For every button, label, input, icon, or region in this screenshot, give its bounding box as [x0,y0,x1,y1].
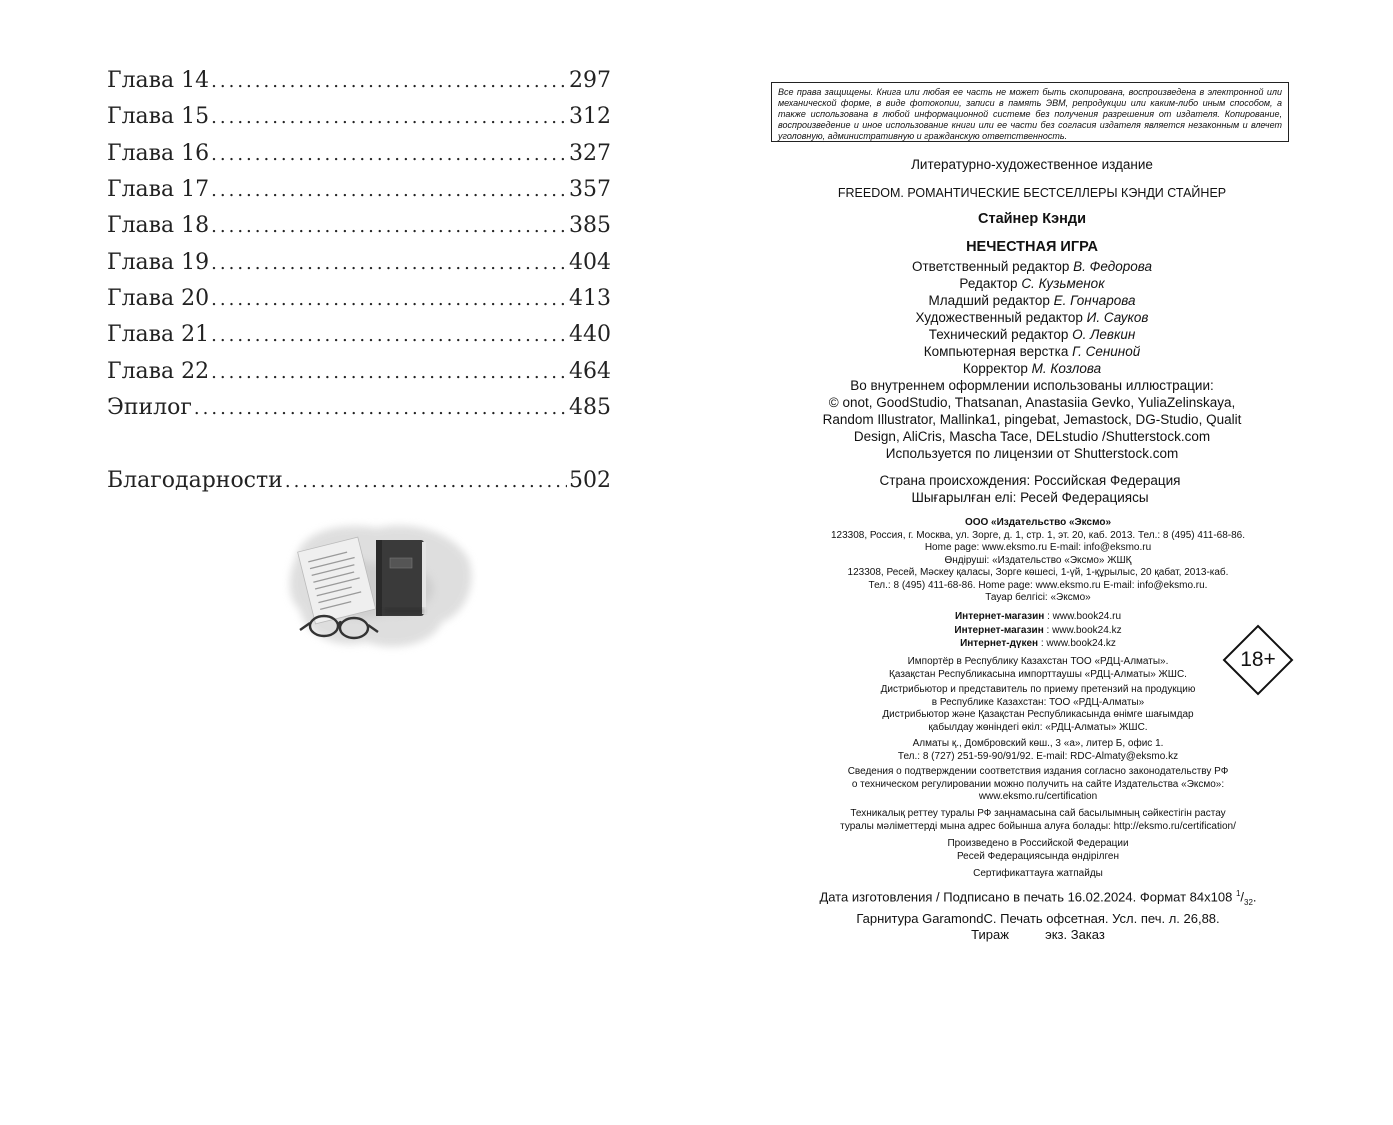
credit-line [770,343,1294,360]
shop-line [760,610,1316,624]
toc-leader-dots [211,144,567,165]
shop-label: Интернет-магазин [954,611,1045,622]
credit-person: О. Левкин [1072,327,1136,342]
toc-leader-dots [211,362,567,383]
produced-block [760,838,1316,863]
toc-entry [107,104,611,134]
credits-block [770,258,1294,377]
credit-person: Г. Сениной [1072,344,1141,359]
origin-line: Страна происхождения: Российская Федерация [879,473,1181,488]
publisher-line: Home page: www.eksmo.ru E-mail: info@eksmo.ru [924,542,1152,553]
produced-line: Ресей Федерациясында өндірілген [956,850,1120,862]
toc-entry-label: Глава 19 [107,250,210,275]
publisher-line: 123308, Ресей, Мәскеу қаласы, Зорге көшесі, 1-үй, 1-құрылыс, 20 қабат, 2013-каб. [847,567,1229,578]
publisher-block [760,517,1316,605]
series-title: FREEDOM. РОМАНТИЧЕСКИЕ БЕСТСЕЛЛЕРЫ КЭНДИ СТАЙНЕР [837,186,1227,200]
toc-entry [107,286,611,316]
importer-line: Қазақстан Республикасына импорттаушы «РДЦ-Алматы» ЖШС. [889,668,1187,680]
toc-leader-dots [211,180,567,201]
toc-entry [107,250,611,280]
illustration-credit-line: © onot, GoodStudio, Thatsanan, Anastasiia Gevko, YuliaZelinskaya, [828,395,1236,410]
toc-entry [107,359,611,389]
credit-person: С. Кузьменок [1021,276,1105,291]
publisher-line: 123308, Россия, г. Москва, ул. Зорге, д. 1, стр. 1, эт. 20, каб. 2013. Тел.: 8 (495) 411-68-86. [830,529,1246,541]
credit-role: Художественный редактор [915,310,1083,325]
produced-line: Произведено в Российской Федерации [947,838,1129,849]
illustration-credit-line: Design, AliCris, Mascha Tace, DELstudio /Shutterstock.com [853,429,1211,444]
publisher-line: Өндіруші: «Издательство «Эксмо» ЖШҚ [944,554,1132,566]
age-rating-badge [1222,624,1294,696]
toc-entry-page: 485 [569,395,611,420]
distributor-line: Алматы қ., Домбровский көш., 3 «а», литер Б, офис 1. [912,738,1164,749]
age-rating-text: 18+ [1240,648,1276,671]
shop-url: : www.book24.kz [1043,624,1122,636]
toc-entry-page: 413 [569,286,611,311]
book-glasses-illustration [282,518,478,658]
rights-notice-box [771,82,1289,142]
credit-role: Редактор [959,276,1018,291]
toc-entry-label: Глава 17 [107,177,210,202]
certification-line: www.eksmo.ru/certification [978,791,1098,802]
print-line: Дата изготовления / Подписано в печать 16.02.2024. Формат 84x108 $^1/_{32}$. [819,889,1257,907]
toc-entry-page: 502 [569,468,611,493]
toc-entry-label: Глава 16 [107,141,210,166]
toc-entry [107,468,611,498]
toc-entry-label: Глава 18 [107,213,210,238]
credit-person: М. Козлова [1031,361,1102,376]
origin-line: Шығарылған елі: Ресей Федерациясы [911,490,1149,505]
no-certification-note: Сертификаттауға жатпайды [973,868,1103,879]
illustration-credit-line: Во внутреннем оформлении использованы иллюстрации: [850,378,1214,393]
book-title: НЕЧЕСТНАЯ ИГРА [966,239,1098,255]
credit-line [770,309,1294,326]
toc-entry-page: 440 [569,322,611,347]
toc-entry-page: 327 [569,141,611,166]
illustration-credit-line: Random Illustrator, Mallinka1, pingebat, Jemastock, DG-Studio, Qualit [822,412,1242,427]
toc-entry-page: 404 [569,250,611,275]
distributor-line: Дистрибьютор және Қазақстан Республикасында өнімге шағымдар [882,709,1194,720]
credit-person: Е. Гончарова [1053,293,1136,308]
toc-entry [107,68,611,98]
kz-certification-line: Техникалық реттеу туралы РФ заңнамасына сай басылымның сәйкестігін растау [850,808,1226,819]
toc-leader-dots [211,325,567,346]
distributor-line: Дистрибьютор и представитель по приему претензий на продукцию [880,684,1196,695]
publisher-name: ООО «Издательство «Эксмо» [964,517,1112,528]
distributor-line: Тел.: 8 (727) 251-59-90/91/92. E-mail: RDC-Almaty@eksmo.kz [897,750,1179,762]
shop-url: : www.book24.kz [1038,638,1116,649]
illustration-credit-line: Используется по лицензии от Shutterstock.com [885,446,1179,461]
kz-certification-line: туралы мәліметтерді мына адрес бойынша алуға болады: http://eksmo.ru/certification/ [840,820,1236,832]
toc-entry-label: Глава 22 [107,359,210,384]
format-numerator: 1 [1235,889,1241,898]
credit-line [770,326,1294,343]
rights-notice-text: Все права защищены. Книга или любая ее часть не может быть скопирована, воспроизведена в электронной или механической форме, в виде фотокопии, записи в память ЭВМ, репродукции или каким-либо иным способом, а также использована в любой информационной системе без получения разрешения от издателя. Копирование, воспроизведение и иное использование книги или ее части без согласия издателя является незаконным и влечет уголовную, административную и гражданскую ответственность. [778,87,1282,141]
print-date-format: Дата изготовления / Подписано в печать 16.02.2024. Формат 84x108 [819,889,1233,905]
toc-entry [107,213,611,243]
toc-entry-label: Глава 15 [107,104,210,129]
certification-block [760,766,1316,804]
toc-entry [107,395,611,425]
toc-entry-page: 357 [569,177,611,202]
toc-entry-label: Благодарности [107,468,283,493]
toc-entry [107,141,611,171]
publisher-line: Тел.: 8 (495) 411-68-86. Home page: www.eksmo.ru E-mail: info@eksmo.ru. [868,579,1208,591]
toc-entry [107,177,611,207]
credit-line [770,360,1294,377]
toc-entry-label: Глава 14 [107,68,210,93]
toc-entry-label: Эпилог [107,395,192,420]
toc-entry-label: Глава 21 [107,322,210,347]
toc-leader-dots [211,289,567,310]
credit-role: Компьютерная верстка [923,344,1073,359]
credit-role: Корректор [962,361,1028,376]
credit-role: Технический редактор [928,327,1069,342]
author-name: Стайнер Кэнди [978,211,1086,227]
toc-entry-label: Глава 20 [107,286,210,311]
credit-line [770,292,1294,309]
credit-role: Ответственный редактор [912,259,1070,274]
toc-leader-dots [211,107,567,128]
country-of-origin [790,472,1270,506]
toc-leader-dots [211,71,567,92]
publisher-line: Тауар белгісі: «Эксмо» [985,592,1091,603]
certification-line: Сведения о подтверждении соответствия издания согласно законодательству РФ [847,766,1229,777]
toc-entry-page: 297 [569,68,611,93]
shop-label: Интернет-магазин [954,624,1044,636]
certification-line: о техническом регулировании можно получить на сайте Издательства «Эксмо»: [851,778,1225,790]
toc-entry-page: 385 [569,213,611,238]
importer-line: Импортёр в Республику Казахстан ТОО «РДЦ-Алматы». [907,656,1169,667]
edition-type: Литературно-художественное издание [911,157,1153,172]
toc-leader-dots [194,398,567,419]
toc-leader-dots [285,471,567,492]
print-line: Тираж экз. Заказ [971,926,1105,942]
toc-entry-page: 312 [569,104,611,129]
toc-entry-page: 464 [569,359,611,384]
format-denominator: 32 [1244,897,1253,907]
kz-certification-block [760,808,1316,833]
illustration-credits [770,377,1294,462]
credit-person: И. Сауков [1086,310,1149,325]
credit-role: Младший редактор [928,293,1050,308]
distributor-line: қабылдау жөніндегі өкіл: «РДЦ-Алматы» ЖШС. [928,721,1148,733]
toc-leader-dots [211,253,567,274]
credit-line [770,258,1294,275]
toc-leader-dots [211,216,567,237]
print-line: Гарнитура GaramondC. Печать офсетная. Усл. печ. л. 26,88. [856,910,1220,926]
shop-url: : www.book24.ru [1044,611,1122,622]
credit-line [770,275,1294,292]
shop-label: Интернет-дүкен [960,638,1039,649]
credit-person: В. Федорова [1073,259,1152,274]
print-details [760,886,1316,943]
distributor-line: в Республике Казахстан: ТОО «РДЦ-Алматы» [931,696,1145,708]
toc-entry [107,322,611,352]
